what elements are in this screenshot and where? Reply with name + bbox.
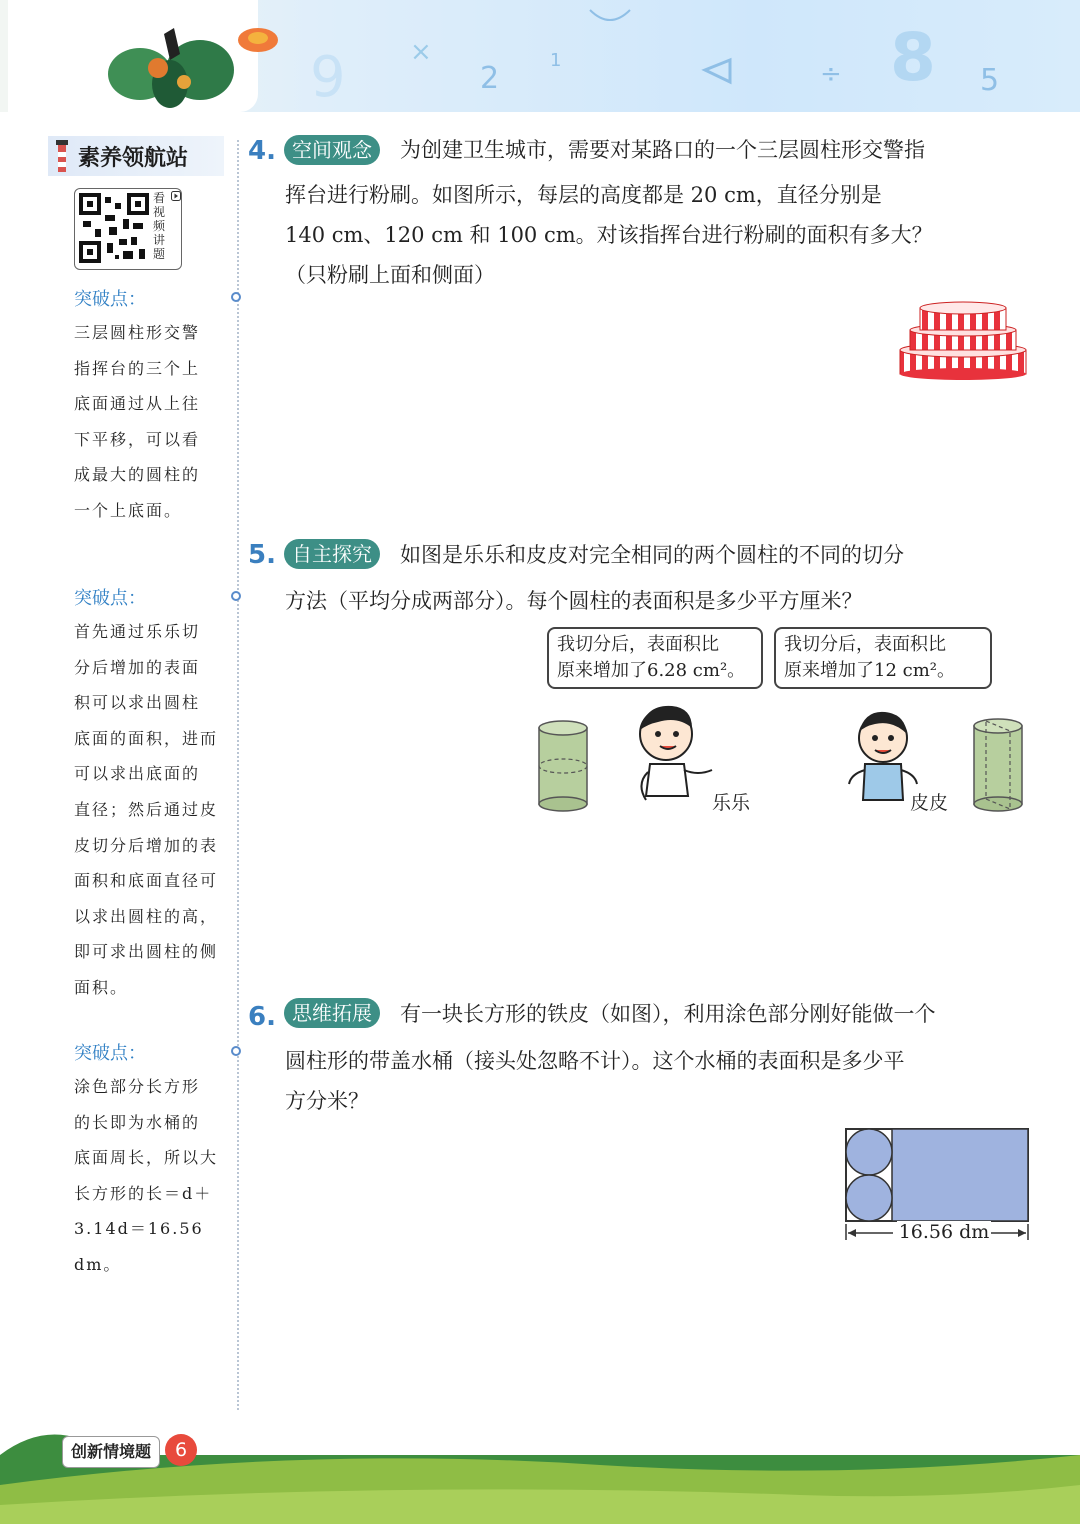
qr-code-icon [79,193,149,263]
name-label-lele: 乐乐 [712,792,751,814]
question-4-tag: 空间观念 [284,135,380,165]
svg-text:2: 2 [480,61,500,96]
qr-label: 看视频讲题 [153,191,166,261]
name-label-pipi: 皮皮 [910,792,949,814]
tip-text-3: 涂色部分长方形 的长即为水桶的 底面周长，所以大 长方形的长＝d＋ 3.14d＝16.56 dm。 [74,1077,219,1274]
cylinder-horizontal-cut-icon [535,718,591,814]
question-6-number: 6. [248,1002,276,1032]
tip-text-2: 首先通过乐乐切 分后增加的表面 积可以求出圆柱 底面的面积，进而 可以求出底面的 直径；然后通过皮 皮切分后增加的表 面积和底面直径可 以求出圆柱的高， 即可求出圆柱的侧 面积。 [74,622,219,997]
tiered-podium-figure [898,296,1030,382]
sidebar-divider [237,140,239,1410]
question-6-line-2: 圆柱形的带盖水桶（接头处忽略不计）。这个水桶的表面积是多少平 [285,1049,905,1073]
question-6-line-3: 方分米？ [285,1089,369,1113]
tip-heading-1: 突破点： [74,289,146,310]
speech-bubble-pipi: 我切分后，表面积比 原来增加了12 cm²。 [774,627,992,689]
question-5-line-2: 方法（平均分成两部分）。每个圆柱的表面积是多少平方厘米？ [285,589,863,613]
tip-marker-1 [231,292,241,302]
question-4-number: 4. [248,136,276,166]
lighthouse-icon [52,140,72,174]
svg-text:5: 5 [980,63,1000,98]
question-4-line-4: （只粉刷上面和侧面） [285,263,495,287]
speech-bubble-lele: 我切分后，表面积比 原来增加了6.28 cm²。 [547,627,763,689]
tip-marker-2 [231,591,241,601]
question-5-tag: 自主探究 [284,539,380,569]
sidebar-title: 素养领航站 [78,145,189,171]
math-symbols-decoration-icon [300,0,1060,112]
tip-marker-3 [231,1046,241,1056]
flower-decoration-icon [234,20,282,60]
video-play-icon [171,191,181,201]
tip-heading-3: 突破点： [74,1043,146,1064]
tip-text-1: 三层圆柱形交警 指挥台的三个上 底面通过从上往 下平移，可以看 成最大的圆柱的 一个上底面。 [74,323,201,520]
svg-text:9: 9 [310,45,346,110]
svg-text:÷: ÷ [820,59,842,89]
svg-text:1: 1 [550,50,562,71]
page-number: 6 [165,1434,197,1466]
qr-code-card[interactable] [74,188,182,270]
cylinder-vertical-cut-icon [970,716,1026,814]
sidebar-title-bar [48,136,224,176]
bottom-grass-band [0,1425,1080,1524]
question-6-line-1: 有一块长方形的铁皮（如图），利用涂色部分刚好能做一个 [400,1002,936,1026]
question-6-tag: 思维拓展 [284,998,380,1028]
footer-badge: 创新情境题 [62,1436,160,1468]
question-5-line-1: 如图是乐乐和皮皮对完全相同的两个圆柱的不同的切分 [400,543,904,567]
boy-lele-icon [628,700,724,812]
top-banner [0,0,1080,112]
question-4-line-3: 140 cm、120 cm 和 100 cm。对该指挥台进行粉刷的面积有多大？ [285,223,933,247]
svg-text:8: 8 [890,19,936,96]
question-4-line-2: 挥台进行粉刷。如图所示，每层的高度都是 20 cm，直径分别是 [285,183,882,207]
dimension-label: 16.56 dm [898,1221,990,1243]
question-5-number: 5. [248,540,276,570]
question-4-line-1: 为创建卫生城市，需要对某路口的一个三层圆柱形交警指 [400,138,925,162]
svg-text:×: × [410,37,432,67]
tip-heading-2: 突破点： [74,588,146,609]
